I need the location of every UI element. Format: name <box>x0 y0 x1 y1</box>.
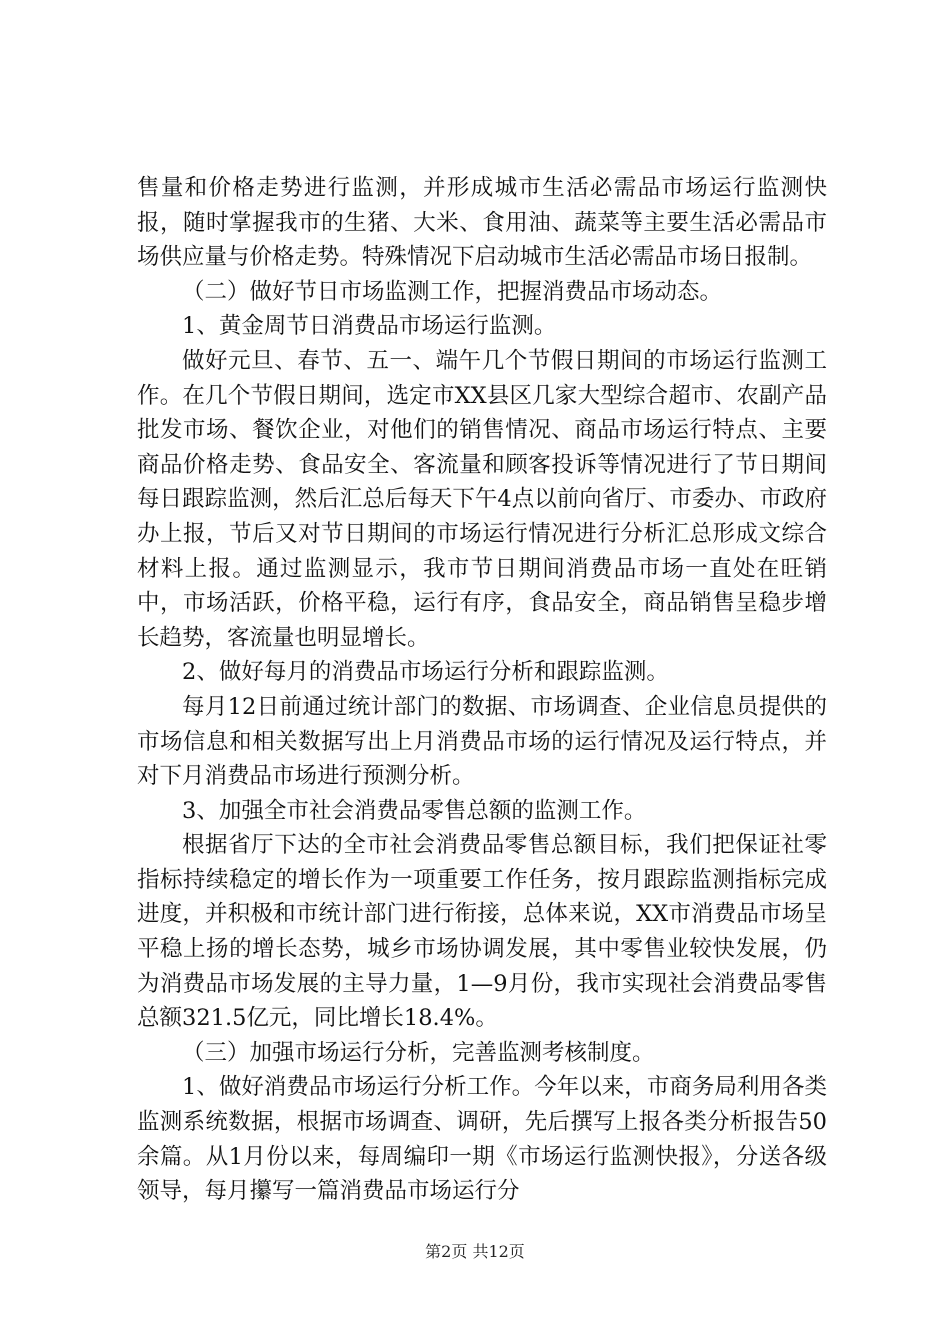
section-heading: （二）做好节日市场监测工作，把握消费品市场动态。 <box>182 278 723 305</box>
subsection-heading: 1、黄金周节日消费品市场运行监测。 <box>182 313 557 340</box>
body-paragraph: 1、做好消费品市场运行分析工作。今年以来，市商务局利用各类监测系统数据，根据市场调查、调研，先后撰写上报各类分析报告50余篇。从1月份以来，每周编印一期《市场运行监测快报》，分送各级领导，每月攥写一篇消费品市场运行分 <box>137 1074 827 1205</box>
body-paragraph: 根据省厅下达的全市社会消费品零售总额目标，我们把保证社零指标持续稳定的增长作为一项重要工作任务，按月跟踪监测指标完成进度，并积极和市统计部门进行衔接，总体来说，XX市消费品市场呈平稳上扬的增长态势，城乡市场协调发展，其中零售业较快发展，仍为消费品市场发展的主导力量，1—9月份，我市实现社会消费品零售总额321.5亿元，同比增长18.4%。 <box>137 832 827 1032</box>
subsection-heading: 3、加强全市社会消费品零售总额的监测工作。 <box>182 797 647 824</box>
page-number-footer: 第2页 共12页 <box>425 1242 525 1261</box>
body-paragraph: 每月12日前通过统计部门的数据、市场调查、企业信息员提供的市场信息和相关数据写出上月消费品市场的运行情况及运行特点，并对下月消费品市场进行预测分析。 <box>137 693 827 790</box>
document-body <box>137 171 827 1209</box>
body-paragraph: 做好元旦、春节、五一、端午几个节假日期间的市场运行监测工作。在几个节假日期间，选定市XX县区几家大型综合超市、农副产品批发市场、餐饮企业，对他们的销售情况、商品市场运行特点、主要商品价格走势、食品安全、客流量和顾客投诉等情况进行了节日期间每日跟踪监测，然后汇总后每天下午4点以前向省厅、市委办、市政府办上报，节后又对节日期间的市场运行情况进行分析汇总形成文综合材料上报。通过监测显示，我市节日期间消费品市场一直处在旺销中，市场活跃，价格平稳，运行有序，食品安全，商品销售呈稳步增长趋势，客流量也明显增长。 <box>137 347 827 651</box>
section-heading: （三）加强市场运行分析，完善监测考核制度。 <box>182 1039 655 1066</box>
subsection-heading: 2、做好每月的消费品市场运行分析和跟踪监测。 <box>182 659 669 686</box>
body-paragraph: 售量和价格走势进行监测，并形成城市生活必需品市场运行监测快报，随时掌握我市的生猪、大米、食用油、蔬菜等主要生活必需品市场供应量与价格走势。特殊情况下启动城市生活必需品市场日报制。 <box>137 175 827 271</box>
